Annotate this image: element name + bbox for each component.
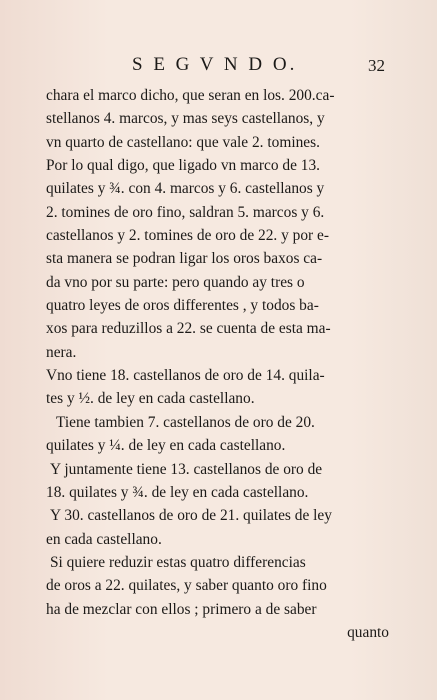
text-line: quilates y ¼. de ley en cada castellano.: [46, 437, 286, 455]
text-line: da vno por su parte: pero quando ay tres o: [46, 273, 305, 291]
text-line: tes y ½. de ley en cada castellano.: [46, 390, 255, 408]
page-header: [0, 54, 437, 78]
text-line: quatro leyes de oros differentes , y todos ba-: [46, 297, 319, 315]
text-line: 2. tomines de oro fino, saldran 5. marcos y 6.: [46, 203, 325, 221]
text-line: 18. quilates y ¾. de ley en cada castellano.: [46, 483, 309, 501]
text-line: Vno tiene 18. castellanos de oro de 14. quila-: [46, 367, 325, 385]
text-line: Tiene tambien 7. castellanos de oro de 20.: [56, 413, 315, 431]
text-line: vn quarto de castellano: que vale 2. tomines.: [46, 133, 320, 151]
running-title: S E G V N D O.: [132, 54, 298, 75]
text-line: Y 30. castellanos de oro de 21. quilates de ley: [50, 507, 332, 525]
text-line: stellanos 4. marcos, y mas seys castellanos, y: [46, 110, 325, 128]
text-line: nera.: [46, 343, 77, 361]
text-line: castellanos y 2. tomines de oro de 22. y por e-: [46, 227, 329, 245]
text-line: sta manera se podran ligar los oros baxos ca-: [46, 250, 323, 268]
text-line: Por lo qual digo, que ligado vn marco de 13.: [46, 157, 320, 175]
text-line: quilates y ¾. con 4. marcos y 6. castellanos y: [46, 180, 325, 198]
text-line: de oros a 22. quilates, y saber quanto oro fino: [46, 577, 327, 595]
text-line: chara el marco dicho, que seran en los. 200.ca-: [46, 87, 335, 104]
text-line: Y juntamente tiene 13. castellanos de oro de: [50, 460, 323, 478]
text-line: xos para reduzillos a 22. se cuenta de esta ma-: [46, 320, 331, 338]
page-number: 32: [368, 56, 385, 75]
body-text: [46, 84, 391, 644]
text-line: Si quiere reduzir estas quatro differencias: [50, 553, 306, 571]
catchword: quanto: [347, 623, 389, 641]
text-line: en cada castellano.: [46, 530, 162, 548]
text-line: ha de mezclar con ellos ; primero a de saber: [46, 600, 317, 618]
